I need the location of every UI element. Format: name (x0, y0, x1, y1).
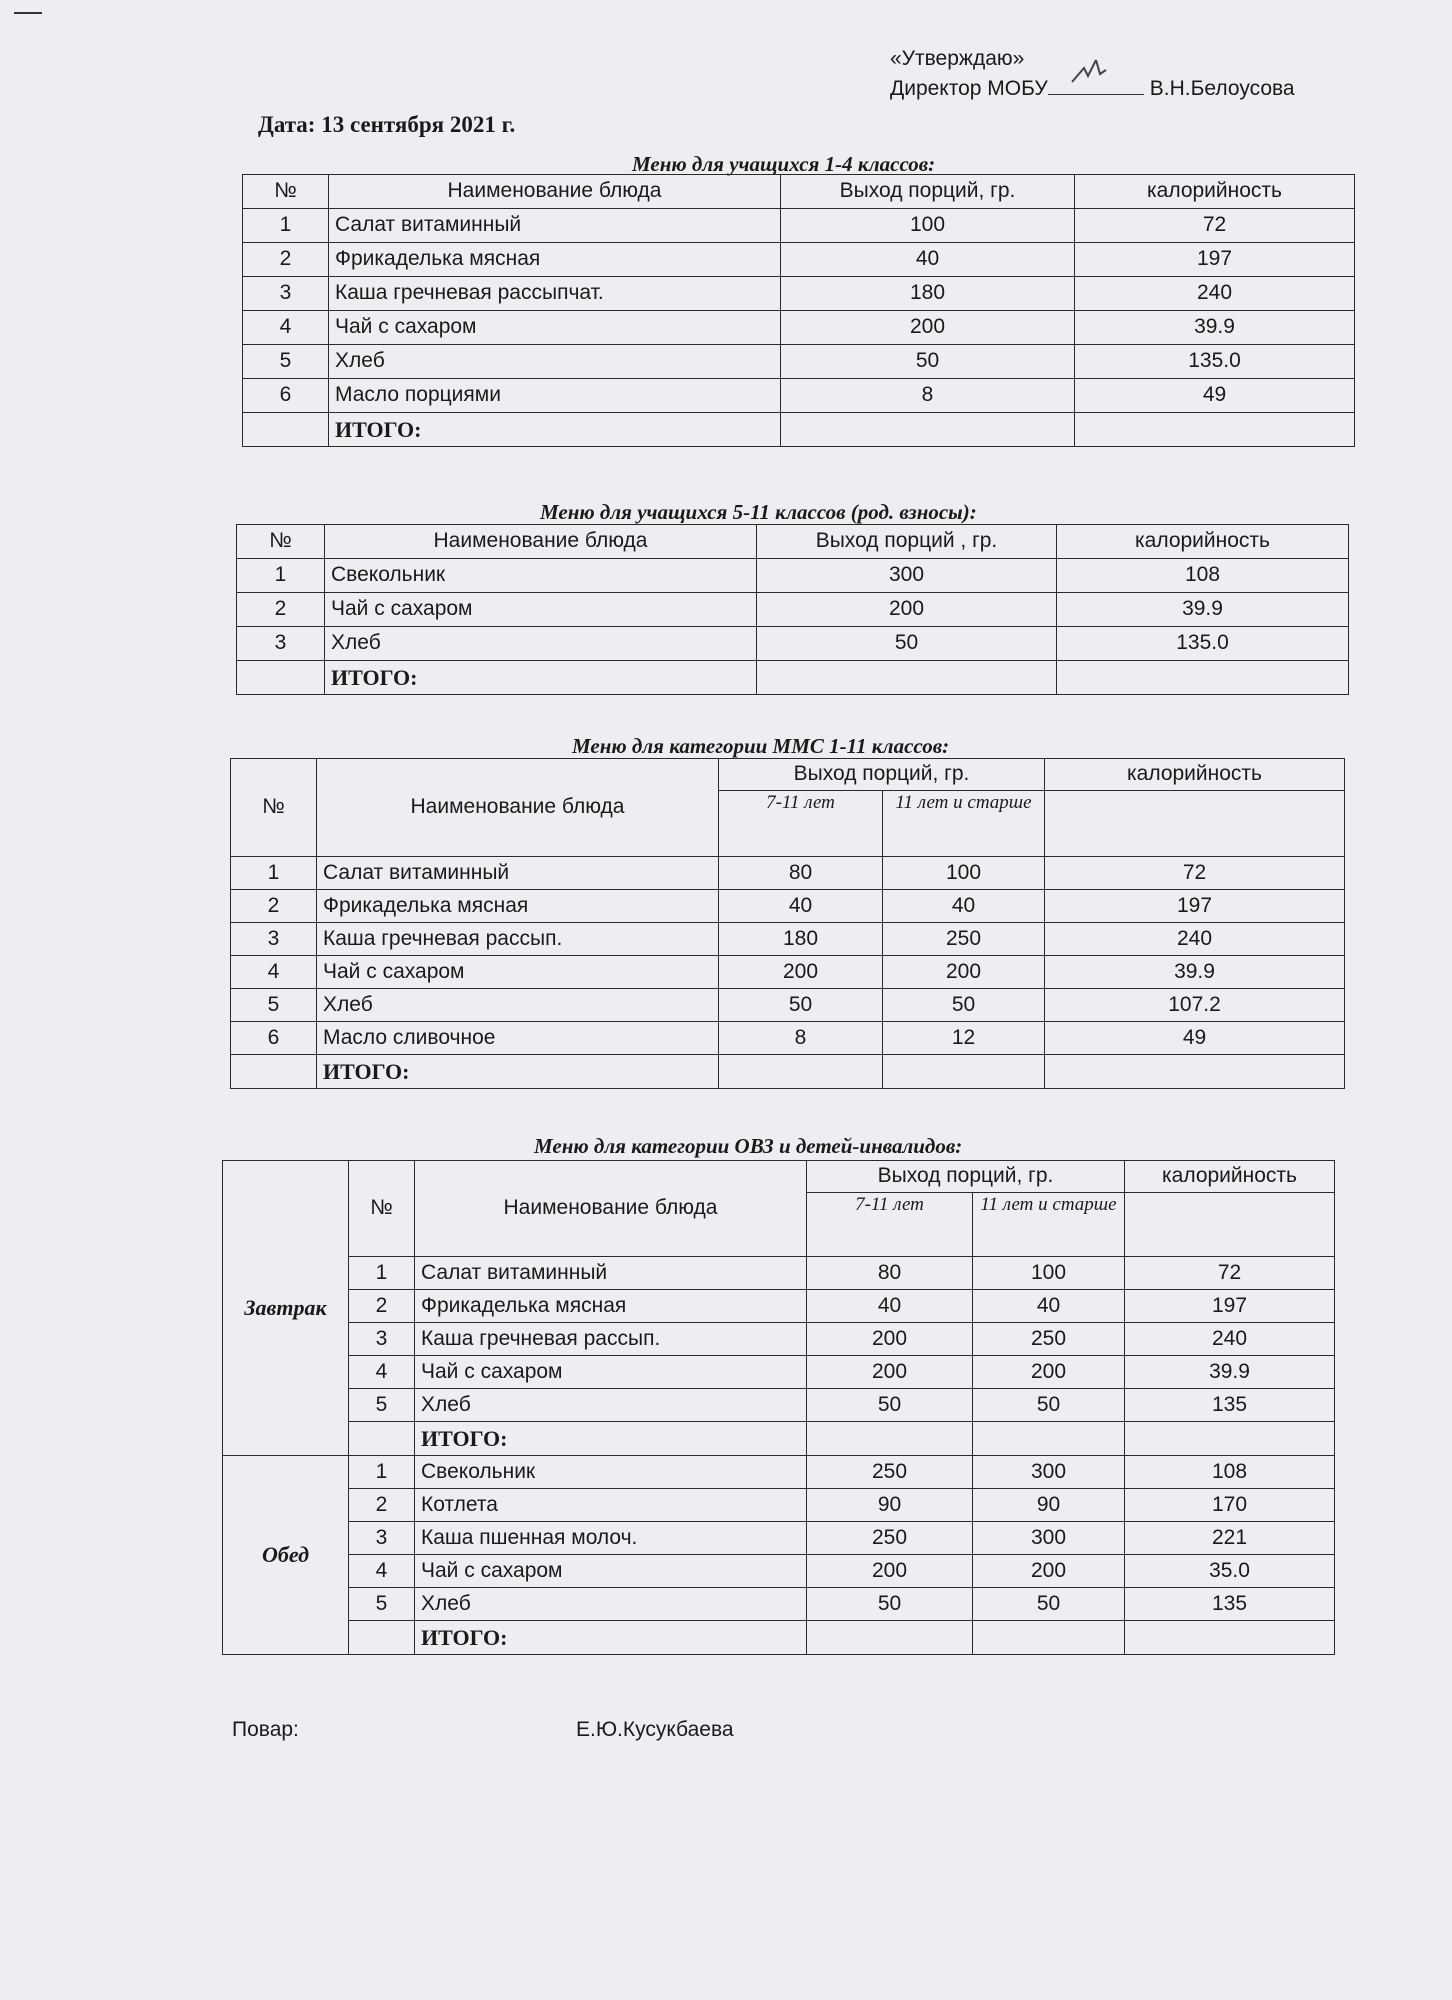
calories: 39.9 (1045, 956, 1345, 989)
dish-name: Хлеб (415, 1588, 807, 1621)
portion-11-plus: 300 (973, 1522, 1125, 1555)
calories: 197 (1125, 1290, 1335, 1323)
row-number: 1 (231, 857, 317, 890)
portion-7-11: 8 (719, 1022, 883, 1055)
portion-7-11: 80 (807, 1257, 973, 1290)
col-portion: Выход порций , гр. (757, 525, 1057, 559)
table3-caption: Меню для категории ММС 1-11 классов: (572, 734, 950, 758)
menu-table-1-4 (242, 174, 1355, 447)
calories: 221 (1125, 1522, 1335, 1555)
menu-table-5-11 (236, 524, 1349, 695)
table-row (237, 559, 1349, 593)
portion-7-11: 50 (807, 1588, 973, 1621)
section-lunch: Обед (223, 1456, 349, 1655)
row-number: 3 (349, 1323, 415, 1356)
portion: 100 (781, 209, 1075, 243)
col-dish: Наименование блюда (329, 175, 781, 209)
calories: 197 (1075, 243, 1355, 277)
table-row (223, 1257, 1335, 1290)
portion-11-plus: 200 (973, 1356, 1125, 1389)
portion-11-plus: 50 (973, 1389, 1125, 1422)
dish-name: Чай с сахаром (325, 593, 757, 627)
dish-name: Салат витаминный (329, 209, 781, 243)
calories: 72 (1125, 1257, 1335, 1290)
col-number: № (231, 759, 317, 857)
calories: 72 (1045, 857, 1345, 890)
portion: 8 (781, 379, 1075, 413)
col-portion: Выход порций, гр. (807, 1161, 1125, 1193)
col-number: № (349, 1161, 415, 1257)
calories: 240 (1075, 277, 1355, 311)
total-row (237, 661, 1349, 695)
table-header-row (231, 759, 1345, 791)
row-number: 1 (237, 559, 325, 593)
dish-name: Масло сливочное (317, 1022, 719, 1055)
table-row (237, 593, 1349, 627)
row-number: 1 (349, 1257, 415, 1290)
total-label: ИТОГО: (329, 413, 781, 447)
portion-7-11: 200 (807, 1555, 973, 1588)
dish-name: Масло порциями (329, 379, 781, 413)
dish-name: Фрикаделька мясная (329, 243, 781, 277)
col-age-11-plus: 11 лет и старше (973, 1193, 1125, 1257)
portion-7-11: 80 (719, 857, 883, 890)
row-number: 5 (349, 1588, 415, 1621)
table-row (223, 1522, 1335, 1555)
calories: 39.9 (1125, 1356, 1335, 1389)
dish-name: Чай с сахаром (317, 956, 719, 989)
portion: 40 (781, 243, 1075, 277)
portion-11-plus: 300 (973, 1456, 1125, 1489)
calories: 49 (1045, 1022, 1345, 1055)
col-number: № (243, 175, 329, 209)
col-age-11-plus: 11 лет и старше (883, 791, 1045, 857)
portion-11-plus: 200 (883, 956, 1045, 989)
total-row (231, 1055, 1345, 1089)
dish-name: Каша гречневая рассып. (415, 1323, 807, 1356)
row-number: 2 (349, 1489, 415, 1522)
table-row (223, 1356, 1335, 1389)
menu-table-ovz (222, 1160, 1335, 1655)
menu-date: Дата: 13 сентября 2021 г. (258, 112, 516, 137)
row-number: 5 (231, 989, 317, 1022)
row-number: 2 (243, 243, 329, 277)
portion-11-plus: 40 (973, 1290, 1125, 1323)
dish-name: Фрикаделька мясная (317, 890, 719, 923)
signature (1066, 54, 1126, 88)
table-row (231, 857, 1345, 890)
col-age-7-11: 7-11 лет (807, 1193, 973, 1257)
table-header-row (223, 1161, 1335, 1193)
page-edge-mark (14, 12, 42, 14)
col-calories: калорийность (1057, 525, 1349, 559)
portion-7-11: 40 (719, 890, 883, 923)
col-dish: Наименование блюда (415, 1161, 807, 1257)
col-calories: калорийность (1125, 1161, 1335, 1193)
total-row (243, 413, 1355, 447)
dish-name: Чай с сахаром (415, 1356, 807, 1389)
row-number: 5 (349, 1389, 415, 1422)
portion: 200 (757, 593, 1057, 627)
table-row (231, 956, 1345, 989)
total-row (223, 1422, 1335, 1456)
table-header-row (237, 525, 1349, 559)
dish-name: Каша гречневая рассып. (317, 923, 719, 956)
portion-7-11: 180 (719, 923, 883, 956)
calories: 197 (1045, 890, 1345, 923)
table-row (231, 890, 1345, 923)
total-label: ИТОГО: (317, 1055, 719, 1089)
portion-11-plus: 250 (973, 1323, 1125, 1356)
calories: 170 (1125, 1489, 1335, 1522)
portion-7-11: 200 (807, 1356, 973, 1389)
dish-name: Чай с сахаром (415, 1555, 807, 1588)
dish-name: Салат витаминный (415, 1257, 807, 1290)
portion-7-11: 200 (807, 1323, 973, 1356)
row-number: 3 (349, 1522, 415, 1555)
table4-caption: Меню для категории ОВЗ и детей-инвалидов: (534, 1134, 963, 1158)
table-row (223, 1489, 1335, 1522)
portion: 200 (781, 311, 1075, 345)
cook-label: Повар: (232, 1718, 299, 1741)
col-dish: Наименование блюда (317, 759, 719, 857)
dish-name: Свекольник (325, 559, 757, 593)
portion-11-plus: 100 (883, 857, 1045, 890)
row-number: 5 (243, 345, 329, 379)
row-number: 4 (243, 311, 329, 345)
portion-7-11: 50 (807, 1389, 973, 1422)
table1-caption: Меню для учащихся 1-4 классов: (632, 152, 936, 176)
table-row (243, 277, 1355, 311)
table-row (243, 311, 1355, 345)
table-row (223, 1323, 1335, 1356)
row-number: 3 (243, 277, 329, 311)
calories: 135 (1125, 1389, 1335, 1422)
dish-name: Котлета (415, 1489, 807, 1522)
section-breakfast: Завтрак (223, 1161, 349, 1456)
table-row (237, 627, 1349, 661)
table-row (243, 209, 1355, 243)
table-row (231, 1022, 1345, 1055)
calories: 72 (1075, 209, 1355, 243)
row-number: 1 (243, 209, 329, 243)
cook-name: Е.Ю.Кусукбаева (576, 1718, 734, 1741)
table-row (223, 1555, 1335, 1588)
total-label: ИТОГО: (415, 1621, 807, 1655)
dish-name: Салат витаминный (317, 857, 719, 890)
approval-block (890, 44, 1295, 104)
calories: 39.9 (1057, 593, 1349, 627)
table-header-row (243, 175, 1355, 209)
calories: 39.9 (1075, 311, 1355, 345)
portion-11-plus: 50 (973, 1588, 1125, 1621)
row-number: 3 (231, 923, 317, 956)
portion-7-11: 200 (719, 956, 883, 989)
total-label: ИТОГО: (415, 1422, 807, 1456)
row-number: 6 (231, 1022, 317, 1055)
signature-line (1048, 76, 1144, 95)
col-portion: Выход порций, гр. (781, 175, 1075, 209)
row-number: 2 (237, 593, 325, 627)
calories: 240 (1125, 1323, 1335, 1356)
dish-name: Хлеб (325, 627, 757, 661)
col-age-7-11: 7-11 лет (719, 791, 883, 857)
portion: 180 (781, 277, 1075, 311)
approve-label: «Утверждаю» (890, 47, 1025, 70)
portion-11-plus: 250 (883, 923, 1045, 956)
portion-7-11: 90 (807, 1489, 973, 1522)
table2-caption: Меню для учащихся 5-11 классов (род. взносы): (540, 500, 977, 524)
dish-name: Фрикаделька мясная (415, 1290, 807, 1323)
calories: 49 (1075, 379, 1355, 413)
calories: 108 (1057, 559, 1349, 593)
calories: 35.0 (1125, 1555, 1335, 1588)
table-row (243, 379, 1355, 413)
table-row (231, 923, 1345, 956)
col-calories: калорийность (1045, 759, 1345, 791)
portion-7-11: 250 (807, 1522, 973, 1555)
portion-11-plus: 40 (883, 890, 1045, 923)
menu-table-mms (230, 758, 1345, 1089)
portion-11-plus: 200 (973, 1555, 1125, 1588)
portion: 300 (757, 559, 1057, 593)
director-line (890, 74, 1295, 104)
portion: 50 (757, 627, 1057, 661)
table-row (231, 989, 1345, 1022)
director-name: В.Н.Белоусова (1149, 77, 1295, 100)
director-prefix: Директор МОБУ (890, 77, 1048, 100)
row-number: 4 (349, 1555, 415, 1588)
table-row (223, 1389, 1335, 1422)
portion-11-plus: 50 (883, 989, 1045, 1022)
calories: 135 (1125, 1588, 1335, 1621)
row-number: 6 (243, 379, 329, 413)
portion-11-plus: 100 (973, 1257, 1125, 1290)
calories: 240 (1045, 923, 1345, 956)
portion-7-11: 50 (719, 989, 883, 1022)
table-row (223, 1588, 1335, 1621)
dish-name: Хлеб (317, 989, 719, 1022)
table-row (243, 345, 1355, 379)
table-row (223, 1290, 1335, 1323)
dish-name: Каша гречневая рассыпчат. (329, 277, 781, 311)
total-label: ИТОГО: (325, 661, 757, 695)
portion-11-plus: 12 (883, 1022, 1045, 1055)
dish-name: Каша пшенная молоч. (415, 1522, 807, 1555)
dish-name: Чай с сахаром (329, 311, 781, 345)
row-number: 4 (231, 956, 317, 989)
table-row (243, 243, 1355, 277)
calories: 135.0 (1057, 627, 1349, 661)
total-row (223, 1621, 1335, 1655)
row-number: 1 (349, 1456, 415, 1489)
col-calories: калорийность (1075, 175, 1355, 209)
calories: 107.2 (1045, 989, 1345, 1022)
row-number: 4 (349, 1356, 415, 1389)
calories: 135.0 (1075, 345, 1355, 379)
col-number: № (237, 525, 325, 559)
calories: 108 (1125, 1456, 1335, 1489)
col-dish: Наименование блюда (325, 525, 757, 559)
row-number: 2 (349, 1290, 415, 1323)
portion-7-11: 250 (807, 1456, 973, 1489)
table-row (223, 1456, 1335, 1489)
row-number: 3 (237, 627, 325, 661)
portion-7-11: 40 (807, 1290, 973, 1323)
dish-name: Хлеб (415, 1389, 807, 1422)
col-portion: Выход порций, гр. (719, 759, 1045, 791)
dish-name: Свекольник (415, 1456, 807, 1489)
portion: 50 (781, 345, 1075, 379)
portion-11-plus: 90 (973, 1489, 1125, 1522)
dish-name: Хлеб (329, 345, 781, 379)
row-number: 2 (231, 890, 317, 923)
